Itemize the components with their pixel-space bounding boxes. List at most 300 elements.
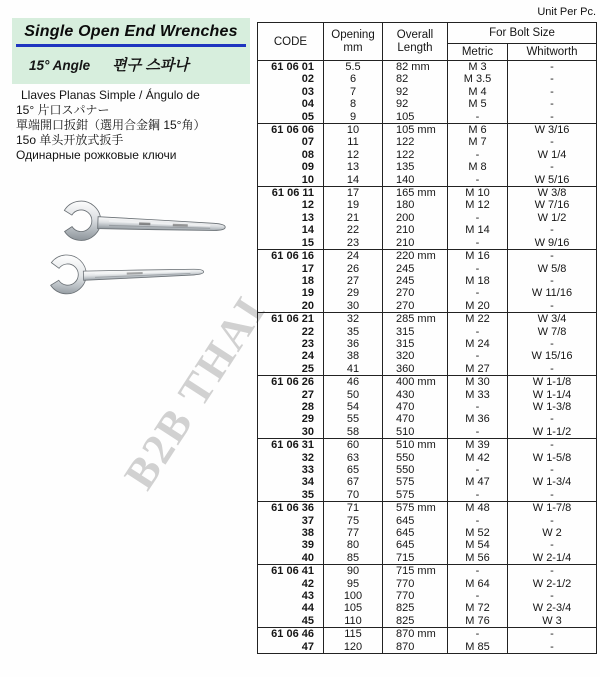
cell-opening: 17 xyxy=(324,187,383,200)
description-spanish: Llaves Planas Simple / Ángulo de xyxy=(21,88,200,102)
cell-metric: M 24 xyxy=(448,338,508,350)
cell-code: 33 xyxy=(301,464,314,476)
table-row xyxy=(258,174,597,187)
cell-code: 61 06 11 xyxy=(258,187,324,200)
table-row xyxy=(258,237,597,250)
col-header-whitworth: Whitworth xyxy=(508,44,597,61)
cell-whitworth: - xyxy=(508,161,597,173)
wrench-photo-bottom xyxy=(39,243,209,299)
cell-code: 61 06 41 xyxy=(258,565,324,578)
cell-whitworth: - xyxy=(508,515,597,527)
cell-whitworth: - xyxy=(508,61,597,74)
table-row xyxy=(258,489,597,502)
table-row xyxy=(258,61,597,74)
table-row xyxy=(258,578,597,590)
cell-overall: 105 xyxy=(383,111,448,124)
table-row xyxy=(258,149,597,161)
cell-opening: 65 xyxy=(324,464,383,476)
cell-overall: 180 xyxy=(383,199,448,211)
cell-overall: 165 mm xyxy=(383,187,448,200)
cell-code: 47 xyxy=(301,640,314,653)
cell-opening: 55 xyxy=(324,413,383,425)
cell-overall: 510 mm xyxy=(383,439,448,452)
cell-whitworth: - xyxy=(508,73,597,85)
cell-metric: M 85 xyxy=(448,641,508,654)
table-row xyxy=(258,275,597,287)
cell-code: 44 xyxy=(301,602,314,615)
cell-whitworth: - xyxy=(508,565,597,578)
cell-metric: - xyxy=(448,149,508,161)
unit-per-pc-label: Unit Per Pc. xyxy=(537,6,596,18)
table-row xyxy=(258,86,597,98)
cell-opening: 120 xyxy=(324,641,383,654)
cell-metric: M 10 xyxy=(448,187,508,200)
table-row xyxy=(258,136,597,148)
cell-overall: 550 xyxy=(383,464,448,476)
watermark: B2B THAI xyxy=(114,287,276,498)
cell-overall: 122 xyxy=(383,149,448,161)
cell-code: 13 xyxy=(301,211,314,224)
cell-opening: 21 xyxy=(324,212,383,224)
cell-opening: 105 xyxy=(324,602,383,614)
cell-metric: M 72 xyxy=(448,602,508,614)
cell-opening: 24 xyxy=(324,250,383,263)
cell-code: 61 06 06 xyxy=(258,124,324,137)
cell-code: 61 06 26 xyxy=(258,376,324,389)
table-row xyxy=(258,326,597,338)
cell-metric: - xyxy=(448,326,508,338)
table-row xyxy=(258,628,597,641)
cell-overall: 645 xyxy=(383,515,448,527)
col-header-overall-line1: Overall xyxy=(396,29,434,41)
cell-opening: 67 xyxy=(324,476,383,488)
cell-overall: 400 mm xyxy=(383,376,448,389)
cell-whitworth: - xyxy=(508,464,597,476)
cell-code: 61 06 21 xyxy=(258,313,324,326)
cell-whitworth: W 7/16 xyxy=(508,199,597,211)
cell-whitworth: W 5/16 xyxy=(508,174,597,187)
table-header xyxy=(258,23,597,61)
cell-code: 61 06 01 xyxy=(258,61,324,74)
table-row xyxy=(258,401,597,413)
cell-opening: 70 xyxy=(324,489,383,502)
table-row xyxy=(258,539,597,551)
col-header-opening-line2: mm xyxy=(343,41,363,54)
cell-opening: 58 xyxy=(324,426,383,439)
cell-overall: 870 mm xyxy=(383,628,448,641)
cell-code: 61 06 16 xyxy=(258,250,324,263)
wrench-jaw xyxy=(49,254,87,295)
cell-code: 02 xyxy=(301,73,314,86)
cell-whitworth: - xyxy=(508,363,597,376)
cell-metric: M 42 xyxy=(448,452,508,464)
cell-opening: 6 xyxy=(324,73,383,85)
cell-opening: 36 xyxy=(324,338,383,350)
cell-metric: M 30 xyxy=(448,376,508,389)
cell-opening: 9 xyxy=(324,111,383,124)
table-row xyxy=(258,300,597,313)
cell-code: 04 xyxy=(301,98,314,111)
cell-overall: 575 xyxy=(383,489,448,502)
table-row xyxy=(258,552,597,565)
cell-overall: 210 xyxy=(383,224,448,236)
table-row xyxy=(258,376,597,389)
cell-code: 45 xyxy=(301,614,314,627)
cell-opening: 75 xyxy=(324,515,383,527)
cell-opening: 77 xyxy=(324,527,383,539)
cell-whitworth: - xyxy=(508,98,597,110)
cell-overall: 550 xyxy=(383,452,448,464)
cell-metric: - xyxy=(448,401,508,413)
cell-whitworth: W 2 xyxy=(508,527,597,539)
cell-whitworth: W 1-1/4 xyxy=(508,389,597,401)
cell-overall: 82 mm xyxy=(383,61,448,74)
cell-code: 37 xyxy=(301,514,314,527)
cell-code: 61 06 36 xyxy=(258,502,324,515)
table-row xyxy=(258,527,597,539)
description-list xyxy=(16,88,258,163)
cell-metric: M 27 xyxy=(448,363,508,376)
cell-whitworth: - xyxy=(508,111,597,124)
cell-whitworth: W 1/4 xyxy=(508,149,597,161)
cell-code: 61 06 31 xyxy=(258,439,324,452)
cell-code: 28 xyxy=(301,400,314,413)
cell-whitworth: W 1-5/8 xyxy=(508,452,597,464)
korean-title: 편구 스파나 xyxy=(112,57,189,74)
cell-code: 32 xyxy=(301,451,314,464)
cell-code: 24 xyxy=(301,350,314,363)
cell-whitworth: W 1-3/8 xyxy=(508,401,597,413)
cell-metric: - xyxy=(448,287,508,299)
cell-code: 38 xyxy=(301,527,314,540)
cell-whitworth: W 1-1/2 xyxy=(508,426,597,439)
cell-overall: 360 xyxy=(383,363,448,376)
cell-code: 08 xyxy=(301,148,314,161)
description-chinese-traditional: 單端開口扳鉗（選用合金鋼 15°角） xyxy=(16,118,206,132)
cell-code: 29 xyxy=(301,413,314,426)
cell-opening: 115 xyxy=(324,628,383,641)
cell-whitworth: W 1-7/8 xyxy=(508,502,597,515)
cell-whitworth: W 2-1/4 xyxy=(508,552,597,565)
cell-whitworth: W 5/8 xyxy=(508,263,597,275)
table-row xyxy=(258,263,597,275)
cell-metric: - xyxy=(448,111,508,124)
cell-whitworth: - xyxy=(508,300,597,313)
cell-code: 12 xyxy=(301,199,314,212)
cell-metric: M 47 xyxy=(448,476,508,488)
table-row xyxy=(258,250,597,263)
cell-whitworth: W 3/8 xyxy=(508,187,597,200)
table-row xyxy=(258,602,597,614)
cell-whitworth: W 3/16 xyxy=(508,124,597,137)
col-header-opening-line1: Opening xyxy=(331,29,375,41)
table-row xyxy=(258,515,597,527)
col-header-opening xyxy=(324,23,383,61)
cell-opening: 5.5 xyxy=(324,61,383,74)
cell-overall: 245 xyxy=(383,263,448,275)
cell-whitworth: - xyxy=(508,439,597,452)
table-row xyxy=(258,439,597,452)
cell-overall: 200 xyxy=(383,212,448,224)
cell-opening: 54 xyxy=(324,401,383,413)
cell-opening: 41 xyxy=(324,363,383,376)
page-title: Single Open End Wrenches xyxy=(24,23,238,40)
table-row xyxy=(258,350,597,362)
table-row xyxy=(258,389,597,401)
cell-whitworth: W 9/16 xyxy=(508,237,597,250)
cell-opening: 11 xyxy=(324,136,383,148)
cell-code: 35 xyxy=(301,488,314,501)
cell-opening: 71 xyxy=(324,502,383,515)
cell-opening: 23 xyxy=(324,237,383,250)
table-row xyxy=(258,338,597,350)
cell-whitworth: - xyxy=(508,413,597,425)
cell-opening: 110 xyxy=(324,615,383,628)
cell-opening: 100 xyxy=(324,590,383,602)
cell-whitworth: - xyxy=(508,590,597,602)
cell-whitworth: W 2-3/4 xyxy=(508,602,597,614)
cell-code: 20 xyxy=(301,299,314,312)
cell-overall: 825 xyxy=(383,615,448,628)
table-row xyxy=(258,313,597,326)
cell-metric: M 6 xyxy=(448,124,508,137)
cell-opening: 50 xyxy=(324,389,383,401)
cell-metric: - xyxy=(448,426,508,439)
col-header-code: CODE xyxy=(258,23,324,61)
cell-overall: 270 xyxy=(383,300,448,313)
cell-metric: M 52 xyxy=(448,527,508,539)
cell-overall: 715 xyxy=(383,552,448,565)
cell-overall: 315 xyxy=(383,338,448,350)
cell-metric: M 56 xyxy=(448,552,508,565)
cell-code: 07 xyxy=(301,136,314,149)
cell-whitworth: - xyxy=(508,539,597,551)
cell-opening: 85 xyxy=(324,552,383,565)
cell-opening: 80 xyxy=(324,539,383,551)
cell-overall: 285 mm xyxy=(383,313,448,326)
cell-whitworth: W 7/8 xyxy=(508,326,597,338)
cell-opening: 8 xyxy=(324,98,383,110)
angle-label: 15° Angle xyxy=(29,58,91,73)
cell-whitworth: - xyxy=(508,641,597,654)
cell-overall: 825 xyxy=(383,602,448,614)
description-chinese-simplified: 15o 单头开放式扳手 xyxy=(16,133,124,147)
cell-opening: 22 xyxy=(324,224,383,236)
cell-metric: - xyxy=(448,212,508,224)
cell-metric: - xyxy=(448,350,508,362)
cell-code: 22 xyxy=(301,325,314,338)
cell-code: 23 xyxy=(301,337,314,350)
cell-code: 19 xyxy=(301,287,314,300)
cell-overall: 135 xyxy=(383,161,448,173)
cell-overall: 575 mm xyxy=(383,502,448,515)
table-row xyxy=(258,363,597,376)
title-box xyxy=(12,18,250,84)
cell-metric: M 33 xyxy=(448,389,508,401)
cell-code: 61 06 46 xyxy=(258,628,324,641)
cell-code: 30 xyxy=(301,425,314,438)
cell-overall: 82 xyxy=(383,73,448,85)
cell-code: 40 xyxy=(301,551,314,564)
cell-metric: - xyxy=(448,464,508,476)
cell-code: 14 xyxy=(301,224,314,237)
cell-metric: M 64 xyxy=(448,578,508,590)
wrench-jaw xyxy=(63,201,101,242)
cell-metric: M 20 xyxy=(448,300,508,313)
cell-overall: 870 xyxy=(383,641,448,654)
table-row xyxy=(258,287,597,299)
cell-whitworth: - xyxy=(508,338,597,350)
table-row xyxy=(258,565,597,578)
cell-overall: 430 xyxy=(383,389,448,401)
cell-opening: 95 xyxy=(324,578,383,590)
cell-whitworth: W 2-1/2 xyxy=(508,578,597,590)
table-row xyxy=(258,502,597,515)
cell-overall: 105 mm xyxy=(383,124,448,137)
table-row xyxy=(258,124,597,137)
cell-opening: 13 xyxy=(324,161,383,173)
col-header-overall-length xyxy=(383,23,448,61)
cell-metric: M 8 xyxy=(448,161,508,173)
cell-metric: M 14 xyxy=(448,224,508,236)
cell-opening: 38 xyxy=(324,350,383,362)
cell-overall: 715 mm xyxy=(383,565,448,578)
cell-whitworth: - xyxy=(508,224,597,236)
cell-overall: 245 xyxy=(383,275,448,287)
cell-overall: 645 xyxy=(383,527,448,539)
cell-metric: M 22 xyxy=(448,313,508,326)
cell-whitworth: - xyxy=(508,86,597,98)
cell-code: 42 xyxy=(301,577,314,590)
cell-overall: 510 xyxy=(383,426,448,439)
cell-whitworth: W 11/16 xyxy=(508,287,597,299)
table-row xyxy=(258,615,597,628)
cell-metric: - xyxy=(448,489,508,502)
table-row xyxy=(258,111,597,124)
cell-code: 15 xyxy=(301,236,314,249)
cell-metric: - xyxy=(448,628,508,641)
cell-overall: 320 xyxy=(383,350,448,362)
cell-overall: 315 xyxy=(383,326,448,338)
cell-opening: 90 xyxy=(324,565,383,578)
cell-whitworth: - xyxy=(508,136,597,148)
cell-whitworth: - xyxy=(508,628,597,641)
table-row xyxy=(258,641,597,654)
wrench-photo-top xyxy=(52,193,232,249)
cell-metric: M 7 xyxy=(448,136,508,148)
cell-metric: M 18 xyxy=(448,275,508,287)
cell-overall: 122 xyxy=(383,136,448,148)
table-body xyxy=(258,61,597,654)
table-row xyxy=(258,224,597,236)
table-row xyxy=(258,212,597,224)
cell-opening: 29 xyxy=(324,287,383,299)
spec-table xyxy=(257,22,597,654)
cell-metric: M 3.5 xyxy=(448,73,508,85)
table-row xyxy=(258,187,597,200)
cell-opening: 10 xyxy=(324,124,383,137)
table-row xyxy=(258,161,597,173)
cell-opening: 12 xyxy=(324,149,383,161)
cell-whitworth: - xyxy=(508,489,597,502)
cell-metric: - xyxy=(448,237,508,250)
cell-opening: 7 xyxy=(324,86,383,98)
cell-metric: M 12 xyxy=(448,199,508,211)
cell-overall: 575 xyxy=(383,476,448,488)
cell-opening: 35 xyxy=(324,326,383,338)
cell-opening: 30 xyxy=(324,300,383,313)
col-header-metric: Metric xyxy=(448,44,508,61)
cell-metric: M 36 xyxy=(448,413,508,425)
table-row xyxy=(258,98,597,110)
table-row xyxy=(258,464,597,476)
cell-code: 27 xyxy=(301,388,314,401)
cell-overall: 140 xyxy=(383,174,448,187)
cell-metric: M 54 xyxy=(448,539,508,551)
cell-opening: 63 xyxy=(324,452,383,464)
cell-metric: M 3 xyxy=(448,61,508,74)
table-row xyxy=(258,426,597,439)
cell-overall: 470 xyxy=(383,401,448,413)
cell-whitworth: W 15/16 xyxy=(508,350,597,362)
cell-overall: 210 xyxy=(383,237,448,250)
cell-metric: M 4 xyxy=(448,86,508,98)
cell-metric: M 5 xyxy=(448,98,508,110)
cell-metric: M 48 xyxy=(448,502,508,515)
cell-code: 34 xyxy=(301,476,314,489)
cell-metric: M 16 xyxy=(448,250,508,263)
cell-code: 39 xyxy=(301,539,314,552)
col-header-overall-line2: Length xyxy=(397,41,433,54)
cell-opening: 27 xyxy=(324,275,383,287)
cell-code: 25 xyxy=(301,362,314,375)
col-header-bolt-size: For Bolt Size xyxy=(448,23,597,44)
cell-metric: - xyxy=(448,515,508,527)
cell-whitworth: W 1/2 xyxy=(508,212,597,224)
cell-metric: M 76 xyxy=(448,615,508,628)
cell-metric: M 39 xyxy=(448,439,508,452)
cell-whitworth: W 1-1/8 xyxy=(508,376,597,389)
cell-opening: 19 xyxy=(324,199,383,211)
cell-opening: 46 xyxy=(324,376,383,389)
table-row xyxy=(258,73,597,85)
cell-code: 10 xyxy=(301,173,314,186)
cell-metric: - xyxy=(448,565,508,578)
cell-whitworth: W 3 xyxy=(508,615,597,628)
cell-overall: 270 xyxy=(383,287,448,299)
cell-overall: 770 xyxy=(383,590,448,602)
cell-whitworth: W 3/4 xyxy=(508,313,597,326)
cell-code: 17 xyxy=(301,262,314,275)
cell-metric: - xyxy=(448,590,508,602)
cell-metric: - xyxy=(448,263,508,275)
table-row xyxy=(258,590,597,602)
cell-whitworth: - xyxy=(508,250,597,263)
subtitle-row xyxy=(12,47,250,75)
table-row xyxy=(258,199,597,211)
cell-overall: 645 xyxy=(383,539,448,551)
cell-opening: 26 xyxy=(324,263,383,275)
cell-opening: 60 xyxy=(324,439,383,452)
cell-code: 03 xyxy=(301,85,314,98)
cell-overall: 92 xyxy=(383,86,448,98)
cell-overall: 92 xyxy=(383,98,448,110)
cell-overall: 770 xyxy=(383,578,448,590)
table-row xyxy=(258,413,597,425)
description-japanese: 15° 片口スパナー xyxy=(16,103,110,117)
cell-code: 05 xyxy=(301,110,314,123)
cell-metric: - xyxy=(448,174,508,187)
